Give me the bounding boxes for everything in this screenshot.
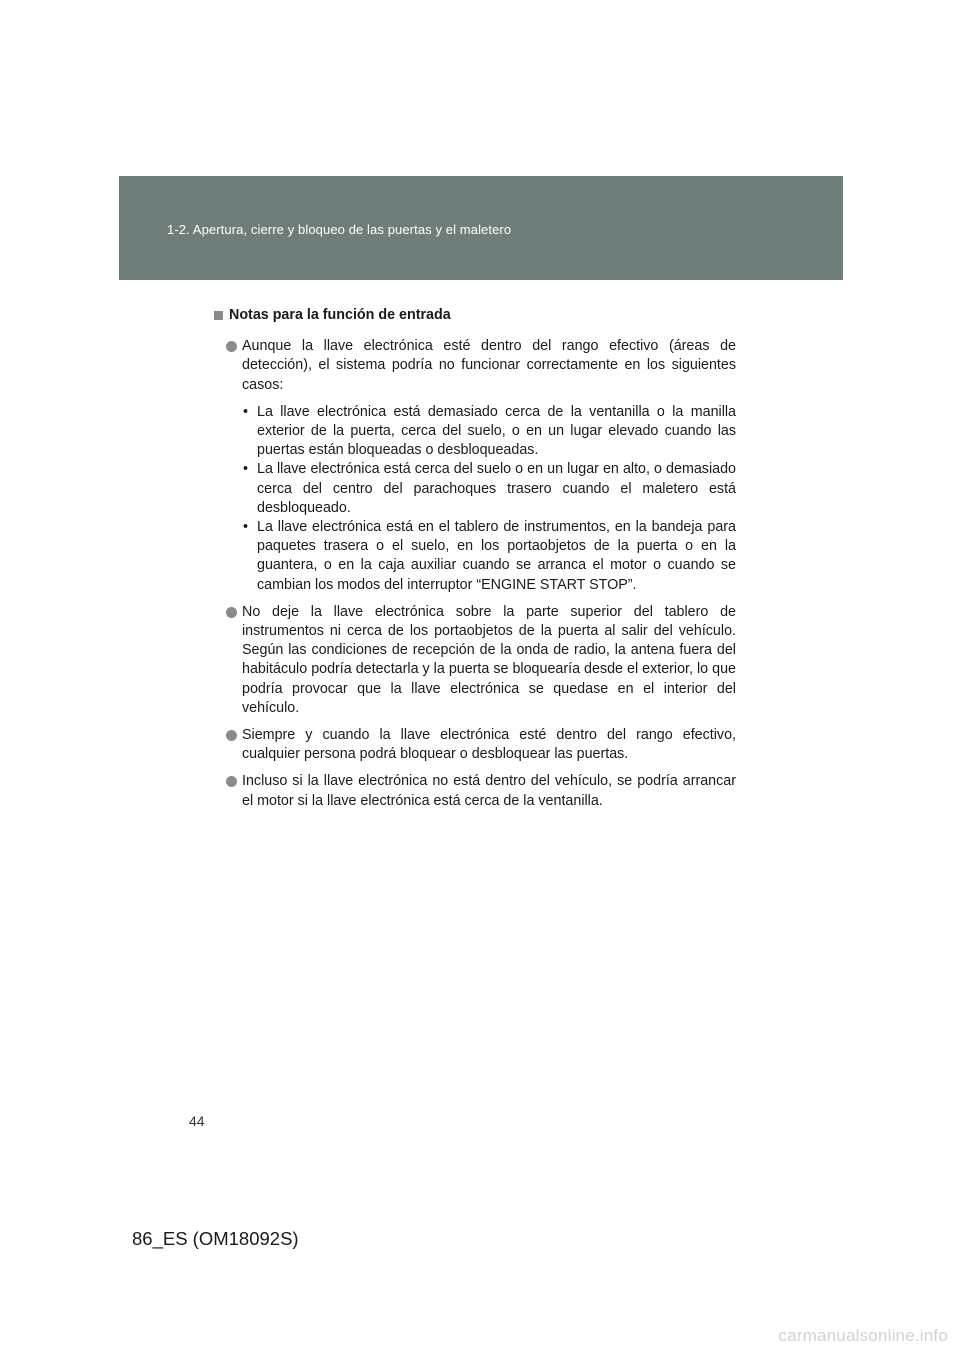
section-heading — [214, 306, 736, 325]
bullet-text: Aunque la llave electrónica esté dentro del rango efectivo (áreas de detección), el sistema podría no funcionar correctamente en los siguientes casos: — [242, 338, 736, 393]
bullet-text: No deje la llave electrónica sobre la parte superior del tablero de instrumentos ni cerca de los portaobjetos de la puerta al salir del vehículo. Según las condiciones de recepción de la onda de radio, la antena fuera del habitáculo podría detectarla y la puerta se bloquearía desde el exterior, lo que podría provocar que la llave electrónica se quedase en el interior del vehículo. — [242, 603, 736, 716]
page-number: 44 — [189, 1113, 205, 1129]
square-bullet-icon — [214, 311, 223, 320]
main-content — [214, 306, 736, 819]
circle-bullet-icon — [226, 776, 237, 787]
dot-bullet-icon: • — [243, 461, 249, 478]
document-code: 86_ES (OM18092S) — [132, 1228, 299, 1249]
circle-bullet-icon — [226, 730, 237, 741]
dot-bullet-icon: • — [243, 403, 249, 420]
bullet-item — [214, 726, 736, 764]
bullet-item — [214, 337, 736, 595]
sub-item — [242, 518, 736, 595]
watermark: carmanualsonline.info — [778, 1326, 948, 1345]
section-title: 1-2. Apertura, cierre y bloqueo de las puertas y el maletero — [167, 222, 512, 237]
circle-bullet-icon — [226, 607, 237, 618]
sub-item-text: La llave electrónica está en el tablero de instrumentos, en la bandeja para paquetes trasera o el suelo, en los portaobjetos de la puerta o en la guantera, o en la caja auxiliar cuando se arranca el motor o cuando se cambian los modos del interruptor “ENGINE START STOP”. — [257, 519, 736, 593]
bullet-text: Incluso si la llave electrónica no está dentro del vehículo, se podría arrancar el motor si la llave electrónica está cerca de la ventanilla. — [242, 773, 736, 809]
sub-item-text: La llave electrónica está cerca del suelo o en un lugar en alto, o demasiado cerca del centro del parachoques trasero cuando el maletero está desbloqueado. — [257, 461, 736, 516]
sub-item-text: La llave electrónica está demasiado cerca de la ventanilla o la manilla exterior de la puerta, cerca del suelo, o en un lugar elevado cuando las puertas están bloqueadas o desbloqueadas. — [257, 403, 736, 459]
section-heading-text: Notas para la función de entrada — [229, 307, 451, 323]
circle-bullet-icon — [226, 341, 237, 352]
sub-item — [242, 460, 736, 518]
header-band — [119, 176, 843, 280]
dot-bullet-icon: • — [243, 519, 249, 536]
bullet-text: Siempre y cuando la llave electrónica esté dentro del rango efectivo, cualquier persona podrá bloquear o desbloquear las puertas. — [242, 727, 736, 763]
bullet-item — [214, 603, 736, 718]
bullet-item — [214, 772, 736, 810]
sub-item-list — [242, 403, 736, 595]
sub-item — [242, 403, 736, 461]
